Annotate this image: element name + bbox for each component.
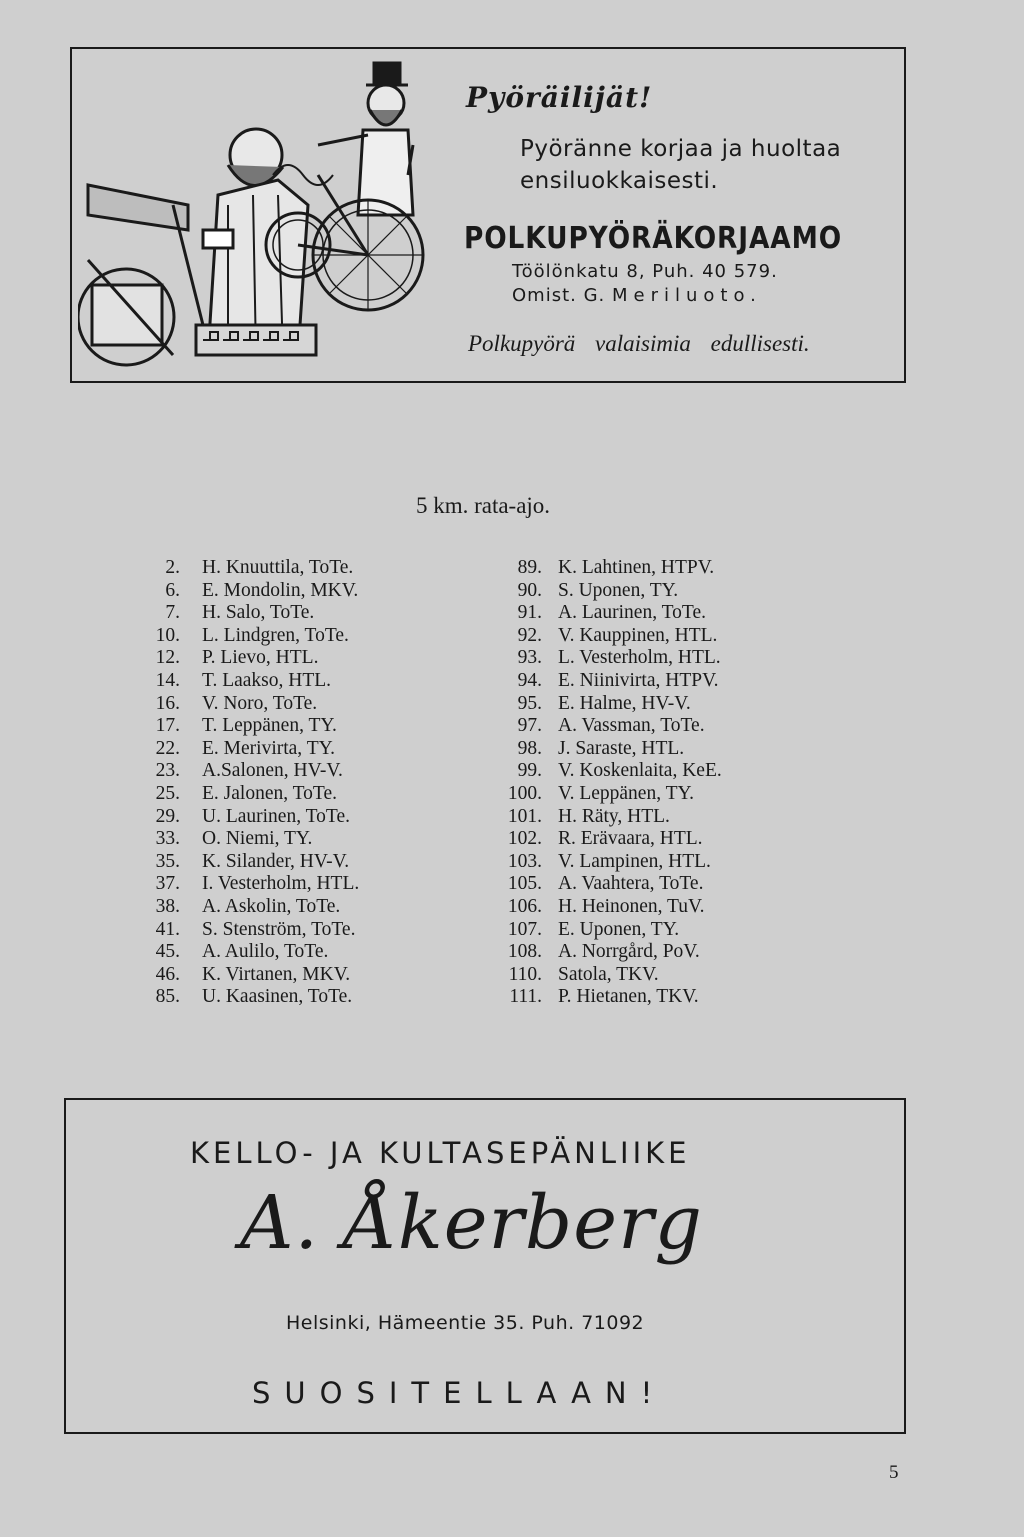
result-row	[140, 715, 337, 738]
result-name: S. Uponen, TY.	[558, 579, 679, 601]
result-row	[140, 963, 351, 987]
result-position: 108.	[507, 941, 542, 963]
result-row	[490, 715, 705, 738]
result-row	[140, 805, 350, 829]
result-position: 10.	[155, 624, 180, 646]
result-row	[490, 647, 721, 670]
result-position: 110.	[508, 963, 542, 985]
result-position: 95.	[517, 692, 542, 714]
result-name: T. Leppänen, TY.	[202, 715, 337, 737]
result-row	[490, 873, 704, 896]
result-name: Satola, TKV.	[558, 963, 659, 985]
result-position: 7.	[165, 602, 180, 624]
result-position: 94.	[517, 669, 542, 691]
result-row	[140, 895, 341, 919]
result-name: H. Räty, HTL.	[558, 805, 670, 827]
result-position: 25.	[155, 782, 180, 804]
result-name: J. Saraste, HTL.	[558, 737, 685, 759]
ad-owner	[512, 285, 762, 307]
result-position: 102.	[507, 828, 542, 850]
bicycle-repair-advertisement	[70, 47, 906, 383]
result-name: H. Knuuttila, ToTe.	[202, 557, 354, 578]
result-name: E. Jalonen, ToTe.	[202, 782, 338, 804]
result-row	[490, 579, 679, 603]
result-name: S. Stenström, ToTe.	[202, 918, 356, 940]
result-position: 23.	[155, 760, 180, 782]
result-name: V. Lampinen, HTL.	[558, 850, 711, 872]
result-name: E. Halme, HV-V.	[558, 692, 691, 714]
result-row	[490, 737, 685, 761]
result-name: H. Salo, ToTe.	[202, 602, 315, 624]
result-name: O. Niemi, TY.	[202, 828, 313, 850]
result-row	[140, 579, 359, 603]
result-position: 98.	[517, 737, 542, 759]
jeweler-advertisement	[64, 1098, 906, 1434]
result-name: K. Lahtinen, HTPV.	[558, 557, 715, 578]
result-row	[490, 986, 699, 1009]
result-position: 90.	[517, 579, 542, 601]
result-position: 16.	[155, 692, 180, 714]
result-name: U. Laurinen, ToTe.	[202, 805, 350, 827]
result-name: T. Laakso, HTL.	[202, 669, 332, 691]
race-title: 5 km. rata-ajo.	[415, 493, 551, 518]
result-row	[140, 624, 349, 648]
jeweler-logo: A. Åkerberg	[240, 1180, 703, 1266]
result-name: R. Erävaara, HTL.	[558, 828, 703, 850]
result-name: L. Vesterholm, HTL.	[558, 647, 721, 669]
result-position: 105.	[507, 873, 542, 895]
result-name: A. Aulilo, ToTe.	[202, 941, 329, 963]
result-position: 37.	[155, 873, 180, 895]
result-name: L. Lindgren, ToTe.	[202, 624, 349, 646]
result-row	[140, 647, 319, 670]
result-position: 100.	[507, 782, 542, 804]
result-row	[140, 850, 350, 874]
ad-owner-prefix: Omist. G.	[512, 285, 606, 306]
ad-headline: Pyöräilijät!	[466, 81, 653, 114]
result-name: A. Askolin, ToTe.	[202, 895, 341, 917]
result-name: E. Mondolin, MKV.	[202, 579, 359, 601]
result-position: 41.	[155, 918, 180, 940]
result-name: I. Vesterholm, HTL.	[202, 873, 360, 895]
result-row	[140, 986, 353, 1009]
result-row	[490, 963, 659, 987]
result-row	[140, 782, 338, 806]
result-row	[140, 557, 354, 580]
result-name: P. Lievo, HTL.	[202, 647, 319, 669]
result-position: 38.	[155, 895, 180, 917]
result-name: V. Leppänen, TY.	[558, 782, 694, 804]
result-position: 12.	[155, 647, 180, 669]
result-position: 85.	[155, 986, 180, 1008]
result-name: V. Noro, ToTe.	[202, 692, 318, 714]
result-name: H. Heinonen, TuV.	[558, 895, 705, 917]
result-row	[140, 602, 315, 625]
result-position: 33.	[155, 828, 180, 850]
result-row	[490, 850, 711, 874]
result-row	[490, 782, 694, 806]
result-row	[490, 760, 722, 783]
result-row	[490, 895, 705, 919]
result-position: 46.	[155, 963, 180, 985]
result-name: E. Niinivirta, HTPV.	[558, 669, 719, 691]
result-row	[490, 557, 715, 580]
result-position: 89.	[517, 557, 542, 578]
result-position: 93.	[517, 647, 542, 669]
result-name: E. Uponen, TY.	[558, 918, 680, 940]
result-position: 35.	[155, 850, 180, 872]
result-row	[140, 692, 318, 716]
result-position: 107.	[507, 918, 542, 940]
result-position: 14.	[155, 669, 180, 691]
result-name: K. Silander, HV-V.	[202, 850, 350, 872]
ad-company-name: POLKUPYÖRÄKORJAAMO	[464, 221, 843, 256]
result-name: K. Virtanen, MKV.	[202, 963, 351, 985]
result-name: A. Vaahtera, ToTe.	[558, 873, 704, 895]
results-left-column	[140, 557, 360, 1009]
bicycle-repair-illustration-icon	[78, 55, 458, 375]
result-position: 6.	[165, 579, 180, 601]
result-position: 101.	[507, 805, 542, 827]
result-name: A. Norrgård, PoV.	[558, 941, 700, 963]
ad-address: Töölönkatu 8, Puh. 40 579.	[512, 261, 778, 282]
result-name: A.Salonen, HV-V.	[202, 760, 343, 782]
jeweler-title: KELLO- JA KULTASEPÄNLIIKE	[190, 1136, 691, 1170]
result-row	[140, 828, 313, 851]
result-position: 2.	[165, 557, 180, 578]
result-row	[490, 918, 680, 942]
result-name: P. Hietanen, TKV.	[558, 986, 699, 1008]
result-name: A. Laurinen, ToTe.	[558, 602, 706, 624]
ad-tagline: Pyöränne korjaa ja huoltaa ensiluokkaisesti.	[520, 136, 842, 194]
result-row	[490, 941, 700, 964]
result-row	[140, 918, 356, 942]
result-name: U. Kaasinen, ToTe.	[202, 986, 353, 1008]
jeweler-address: Helsinki, Hämeentie 35. Puh. 71092	[286, 1312, 645, 1334]
result-name: V. Koskenlaita, KeE.	[558, 760, 722, 782]
result-row	[140, 873, 360, 896]
result-name: A. Vassman, ToTe.	[558, 715, 705, 737]
ad-owner-name: Meriluoto.	[612, 285, 762, 306]
result-position: 99.	[517, 760, 542, 782]
result-row	[490, 624, 718, 648]
result-position: 111.	[509, 986, 542, 1008]
result-row	[140, 760, 343, 783]
result-name: E. Merivirta, TY.	[202, 737, 336, 759]
ad-footer: Polkupyörä valaisimia edullisesti.	[468, 331, 810, 356]
result-name: V. Kauppinen, HTL.	[558, 624, 718, 646]
result-row	[140, 737, 336, 761]
result-position: 92.	[517, 624, 542, 646]
result-row	[490, 669, 719, 693]
result-position: 103.	[507, 850, 542, 872]
result-row	[490, 805, 670, 829]
results-right-column	[490, 557, 722, 1009]
result-row	[490, 692, 691, 716]
page-number: 5	[889, 1462, 899, 1483]
jeweler-slogan: SUOSITELLAAN!	[252, 1376, 667, 1410]
result-position: 91.	[517, 602, 542, 624]
result-position: 106.	[507, 895, 542, 917]
result-position: 97.	[517, 715, 542, 737]
result-row	[140, 669, 332, 693]
result-position: 45.	[155, 941, 180, 963]
result-position: 22.	[155, 737, 180, 759]
result-position: 29.	[155, 805, 180, 827]
result-row	[490, 602, 706, 625]
result-row	[140, 941, 329, 964]
result-row	[490, 828, 703, 851]
result-position: 17.	[155, 715, 180, 737]
